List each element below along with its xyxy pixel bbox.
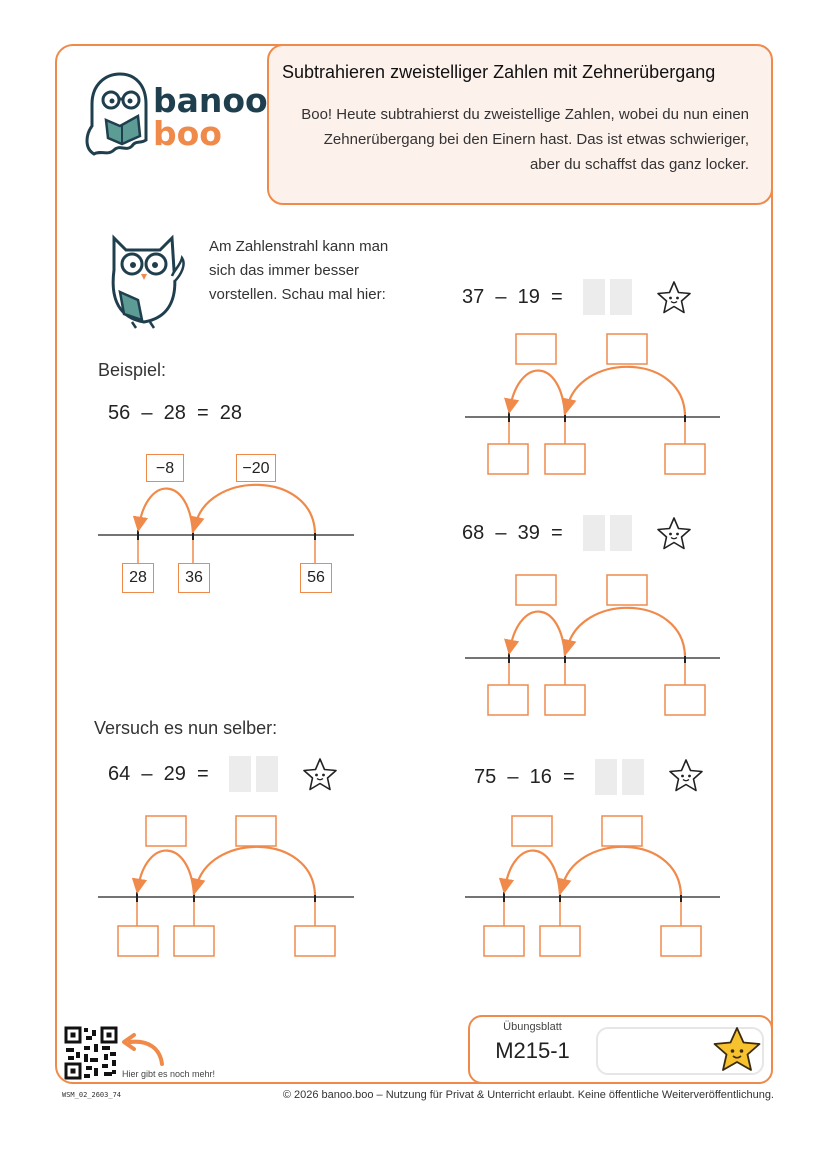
smiley-star-icon bbox=[655, 280, 693, 316]
example-equation: 56 – 28 = 28 bbox=[108, 402, 242, 424]
worksheet-code: WSM_02_2603_74 bbox=[62, 1091, 122, 1099]
example-jump-small: −8 bbox=[146, 454, 184, 482]
number-line-diagram bbox=[463, 330, 723, 480]
number-line-diagram bbox=[463, 571, 723, 721]
page-title: Subtrahieren zweistelliger Zahlen mit Zehnerübergang bbox=[282, 62, 716, 82]
intro-text: Boo! Heute subtrahierst du zweistellige Zahlen, wobei du nun einen Zehnerübergang bei den Einern hast. Das ist etwas schwieriger, aber du schaffst das ganz locker. bbox=[301, 106, 749, 173]
answer-tens-box[interactable] bbox=[583, 279, 605, 315]
logo-wordmark-top: banoo bbox=[153, 81, 268, 120]
owl-mascot-icon bbox=[102, 230, 198, 330]
qr-code-icon[interactable] bbox=[64, 1026, 118, 1080]
practice-heading: Versuch es nun selber: bbox=[94, 718, 278, 738]
example-mark-start: 28 bbox=[122, 563, 154, 593]
more-content-text: Hier gibt es noch mehr! bbox=[122, 1069, 216, 1079]
sheet-label: Übungsblatt bbox=[503, 1021, 562, 1033]
example-mark-middle: 36 bbox=[178, 563, 210, 593]
smiley-star-icon bbox=[655, 516, 693, 552]
task-equation: 75 – 16 = bbox=[474, 766, 575, 788]
answer-ones-box[interactable] bbox=[256, 756, 278, 792]
copyright-notice: © 2026 banoo.boo – Nutzung für Privat & Unterricht erlaubt. Keine öffentliche Weiterveröffentlichung. bbox=[282, 1089, 774, 1101]
number-line-diagram bbox=[96, 812, 356, 962]
number-line-diagram bbox=[462, 812, 724, 962]
example-mark-end: 56 bbox=[300, 563, 332, 593]
answer-ones-box[interactable] bbox=[610, 279, 632, 315]
curved-arrow-icon bbox=[120, 1032, 168, 1068]
ghost-logo-icon bbox=[80, 70, 154, 162]
answer-tens-box[interactable] bbox=[583, 515, 605, 551]
owl-speech-text: Am Zahlenstrahl kann man sich das immer besser vorstellen. Schau mal hier: bbox=[209, 238, 389, 303]
task-equation: 37 – 19 = bbox=[462, 286, 563, 308]
answer-ones-box[interactable] bbox=[610, 515, 632, 551]
task-equation: 68 – 39 = bbox=[462, 522, 563, 544]
sheet-code: M215-1 bbox=[495, 1038, 570, 1063]
logo-wordmark-bottom: boo bbox=[153, 114, 222, 153]
example-jump-large: −20 bbox=[236, 454, 276, 482]
smiley-star-icon bbox=[301, 757, 339, 793]
smiley-star-icon bbox=[667, 758, 705, 794]
answer-ones-box[interactable] bbox=[622, 759, 644, 795]
answer-tens-box[interactable] bbox=[595, 759, 617, 795]
example-heading: Beispiel: bbox=[98, 360, 167, 380]
answer-tens-box[interactable] bbox=[229, 756, 251, 792]
gold-star-icon bbox=[710, 1025, 764, 1075]
task-equation: 64 – 29 = bbox=[108, 763, 209, 785]
